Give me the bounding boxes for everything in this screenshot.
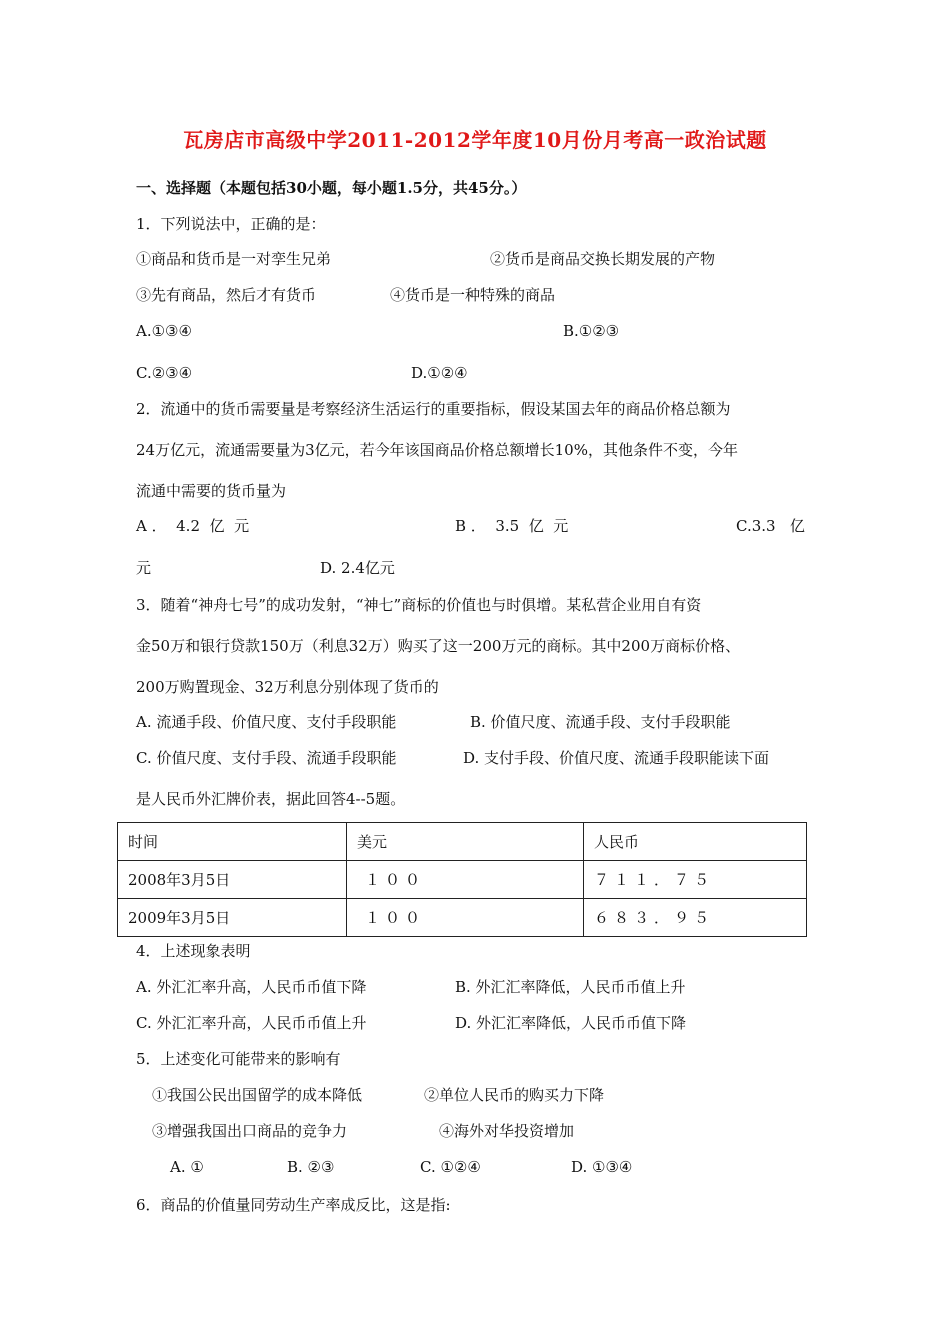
q4-choice-a: A. 外汇汇率升高，人民币币值下降 <box>136 978 367 996</box>
q2-choice-d: D. 2.4亿元 <box>320 559 395 577</box>
q1-option-1: ①商品和货币是一对孪生兄弟 <box>136 250 332 268</box>
q2-line-1: 2．流通中的货币需要量是考察经济生活运行的重要指标，假设某国去年的商品价格总额为 <box>136 400 731 418</box>
q1-stem: 1．下列说法中，正确的是： <box>136 215 326 233</box>
q4-choice-c: C. 外汇汇率升高，人民币币值上升 <box>136 1014 367 1032</box>
q3-choice-d: D. 支付手段、价值尺度、流通手段职能读下面 <box>463 749 770 767</box>
q3-line-3: 200万购置现金、32万利息分别体现了货币的 <box>136 678 439 696</box>
q1-choice-d: D.①②④ <box>411 364 468 382</box>
q5-option-4: ④海外对华投资增加 <box>439 1122 575 1140</box>
table-header: 美元 <box>347 823 584 861</box>
section-heading: 一、选择题（本题包括30小题，每小题1.5分，共45分。） <box>136 179 527 197</box>
q5-option-3: ③增强我国出口商品的竞争力 <box>152 1122 348 1140</box>
q1-choice-c: C.②③④ <box>136 364 193 382</box>
table-cell-date: 2009年3月5日 <box>118 899 347 937</box>
q1-option-3: ③先有商品，然后才有货币 <box>136 286 317 304</box>
table-cell-date: 2008年3月5日 <box>118 861 347 899</box>
q3-choice-c: C. 价值尺度、支付手段、流通手段职能 <box>136 749 397 767</box>
table-cell-rmb: ７１１．７５ <box>584 861 807 899</box>
q2-line-3: 流通中需要的货币量为 <box>136 482 287 500</box>
table-cell-rmb: ６８３．９５ <box>584 899 807 937</box>
q5-stem: 5．上述变化可能带来的影响有 <box>136 1050 341 1068</box>
q5-choice-d: D. ①③④ <box>571 1158 633 1176</box>
q2-line-2: 24万亿元，流通需要量为3亿元，若今年该国商品价格总额增长10%，其他条件不变，今年 <box>136 441 738 459</box>
q1-choice-a: A.①③④ <box>136 322 192 340</box>
q3-tail: 是人民币外汇牌价表，据此回答4--5题。 <box>136 790 406 808</box>
table-row <box>118 899 807 937</box>
q1-option-4: ④货币是一种特殊的商品 <box>390 286 556 304</box>
q5-choice-b: B. ②③ <box>287 1158 335 1176</box>
table-cell-usd: １００ <box>347 899 584 937</box>
q1-choice-b: B.①②③ <box>563 322 620 340</box>
q5-choice-a: A. ① <box>170 1158 204 1176</box>
exchange-rate-table <box>117 822 807 937</box>
q1-option-2: ②货币是商品交换长期发展的产物 <box>490 250 716 268</box>
q5-choice-c: C. ①②④ <box>420 1158 481 1176</box>
table-cell-usd: １００ <box>347 861 584 899</box>
q6-stem: 6．商品的价值量同劳动生产率成反比，这是指: <box>136 1196 451 1214</box>
q4-choice-b: B. 外汇汇率降低，人民币币值上升 <box>455 978 686 996</box>
q5-option-1: ①我国公民出国留学的成本降低 <box>152 1086 363 1104</box>
q5-option-2: ②单位人民币的购买力下降 <box>424 1086 605 1104</box>
q3-line-1: 3．随着“神舟七号”的成功发射，“神七”商标的价值也与时俱增。某私营企业用自有资 <box>136 596 702 614</box>
q4-choice-d: D. 外汇汇率降低，人民币币值下降 <box>455 1014 687 1032</box>
table-row <box>118 861 807 899</box>
q2-choice-c-continued: 元 <box>136 559 152 577</box>
q3-choice-a: A. 流通手段、价值尺度、支付手段职能 <box>136 713 397 731</box>
q2-choice-a: A ． 4.2 亿 元 <box>136 517 250 535</box>
table-header: 时间 <box>118 823 347 861</box>
exam-title: 瓦房店市高级中学2011-2012学年度10月份月考高一政治试题 <box>183 128 767 152</box>
q4-stem: 4．上述现象表明 <box>136 942 251 960</box>
table-header-row <box>118 823 807 861</box>
q3-choice-b: B. 价值尺度、流通手段、支付手段职能 <box>470 713 731 731</box>
q2-choice-b: B ． 3.5 亿 元 <box>455 517 569 535</box>
q2-choice-c: C.3.3 亿 <box>736 517 805 535</box>
q3-line-2: 金50万和银行贷款150万（利息32万）购买了这一200万元的商标。其中200万商标价格、 <box>136 637 741 655</box>
table-header: 人民币 <box>584 823 807 861</box>
